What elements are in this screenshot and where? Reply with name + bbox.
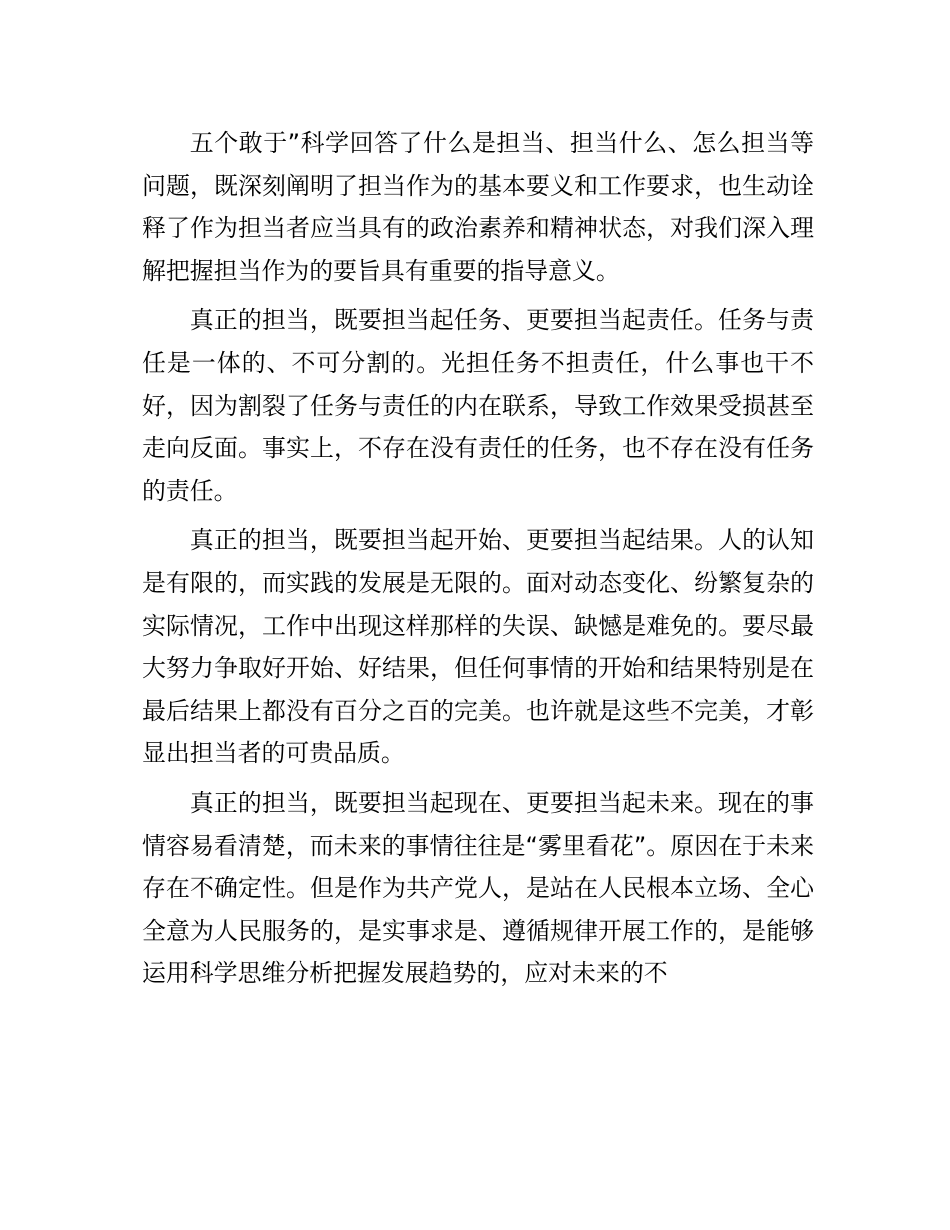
paragraph-beginning-and-result: 真正的担当，既要担当起开始、更要担当起结果。人的认知是有限的，而实践的发展是无限的。面对动态变化、纷繁复杂的实际情况，工作中出现这样那样的失误、缺憾是难免的。要尽最大努力争取好开始、好结果，但任何事情的开始和结果特别是在最后结果上都没有百分之百的完美。也许就是这些不完美，才彰显出担当者的可贵品质。 — [142, 526, 814, 768]
document-page — [142, 122, 814, 1002]
paragraph-present-and-future: 真正的担当，既要担当起现在、更要担当起未来。现在的事情容易看清楚，而未来的事情往往是“雾里看花”。原因在于未来存在不确定性。但是作为共产党人，是站在人民根本立场、全心全意为人民服务的，是实事求是、遵循规律开展工作的，是能够运用科学思维分析把握发展趋势的，应对未来的不 — [142, 788, 814, 988]
paragraph-task-and-responsibility: 真正的担当，既要担当起任务、更要担当起责任。任务与责任是一体的、不可分割的。光担任务不担责任，什么事也干不好，因为割裂了任务与责任的内在联系，导致工作效果受损甚至走向反面。事实上，不存在没有责任的任务，也不存在没有任务的责任。 — [142, 306, 814, 505]
paragraph-scientific-answer: 五个敢于”科学回答了什么是担当、担当什么、怎么担当等问题，既深刻阐明了担当作为的基本要义和工作要求，也生动诠释了作为担当者应当具有的政治素养和精神状态，对我们深入理解把握担当作为的要旨具有重要的指导意义。 — [142, 129, 814, 285]
